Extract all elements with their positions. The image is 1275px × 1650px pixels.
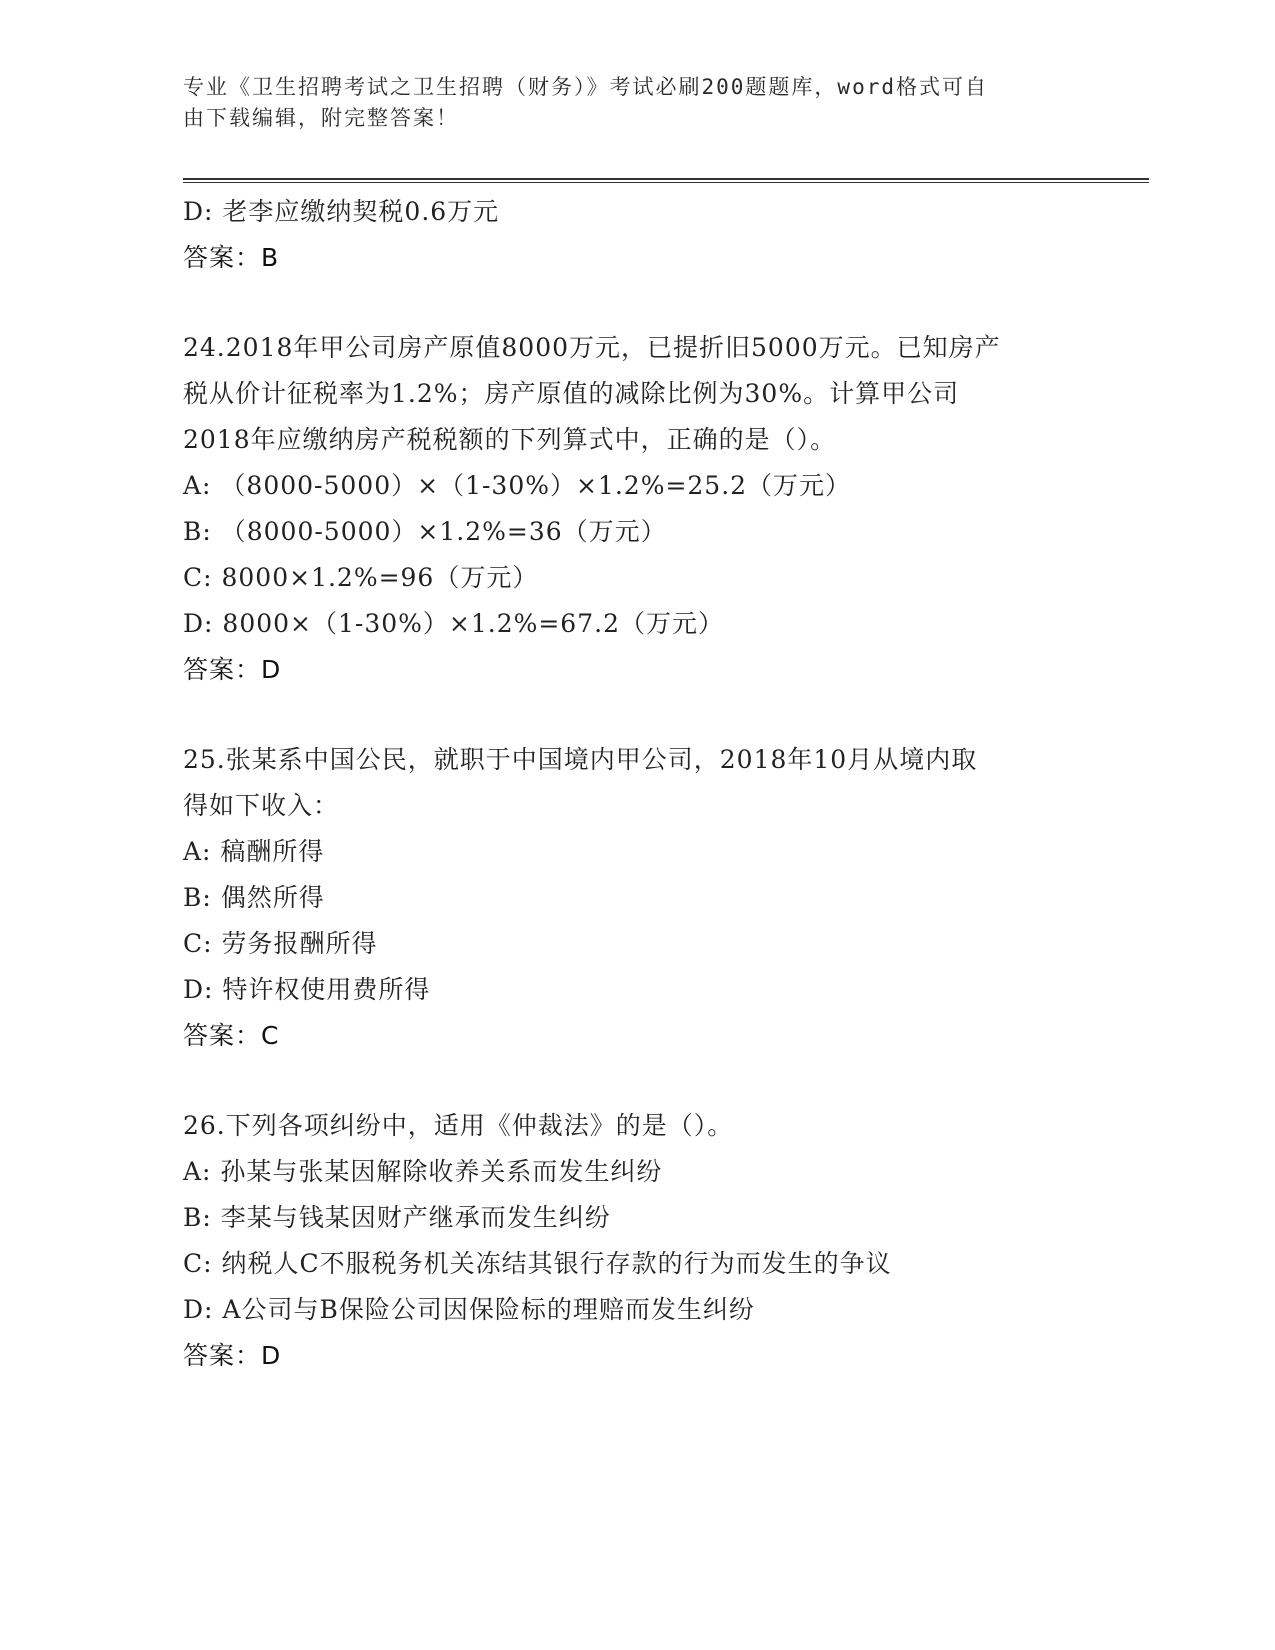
option-b: B: 偶然所得 <box>183 883 325 912</box>
option-c: C: 纳税人C不服税务机关冻结其银行存款的行为而发生的争议 <box>183 1249 892 1278</box>
answer: 答案：B <box>183 243 280 272</box>
spacer <box>183 1059 1083 1103</box>
document-body <box>183 189 1083 1379</box>
header-divider <box>183 178 1149 183</box>
option-d: D: A公司与B保险公司因保险标的理赔而发生纠纷 <box>183 1295 755 1324</box>
answer: 答案：D <box>183 1341 282 1370</box>
question-stem-line: 得如下收入： <box>183 791 340 820</box>
answer: 答案：C <box>183 1021 280 1050</box>
header-line-2: 由下载编辑，附完整答案！ <box>183 106 459 130</box>
question-23-tail <box>183 189 1083 281</box>
question-24 <box>183 325 1083 693</box>
question-stem-line: 税从价计征税率为1.2%；房产原值的减除比例为30%。计算甲公司 <box>183 379 960 408</box>
option-a: A: 孙某与张某因解除收养关系而发生纠纷 <box>183 1157 663 1186</box>
question-25 <box>183 737 1083 1059</box>
option-a: A: （8000-5000）×（1-30%）×1.2%=25.2（万元） <box>183 471 852 500</box>
option-d: D: 老李应缴纳契税0.6万元 <box>183 197 500 226</box>
page-header <box>183 72 1063 134</box>
option-d: D: 8000×（1-30%）×1.2%=67.2（万元） <box>183 609 724 638</box>
question-26 <box>183 1103 1083 1379</box>
question-stem-line: 2018年应缴纳房产税税额的下列算式中，正确的是（）。 <box>183 425 837 454</box>
option-c: C: 8000×1.2%=96（万元） <box>183 563 539 592</box>
option-c: C: 劳务报酬所得 <box>183 929 378 958</box>
option-d: D: 特许权使用费所得 <box>183 975 431 1004</box>
answer: 答案：D <box>183 655 282 684</box>
option-b: B: （8000-5000）×1.2%=36（万元） <box>183 517 667 546</box>
question-stem-line: 26.下列各项纠纷中，适用《仲裁法》的是（）。 <box>183 1111 734 1140</box>
option-a: A: 稿酬所得 <box>183 837 325 866</box>
spacer <box>183 281 1083 325</box>
question-stem-line: 25.张某系中国公民，就职于中国境内甲公司，2018年10月从境内取 <box>183 745 978 774</box>
question-stem-line: 24.2018年甲公司房产原值8000万元，已提折旧5000万元。已知房产 <box>183 333 1001 362</box>
spacer <box>183 693 1083 737</box>
header-line-1: 专业《卫生招聘考试之卫生招聘（财务）》考试必刷200题题库，word格式可自 <box>183 75 988 99</box>
option-b: B: 李某与钱某因财产继承而发生纠纷 <box>183 1203 611 1232</box>
